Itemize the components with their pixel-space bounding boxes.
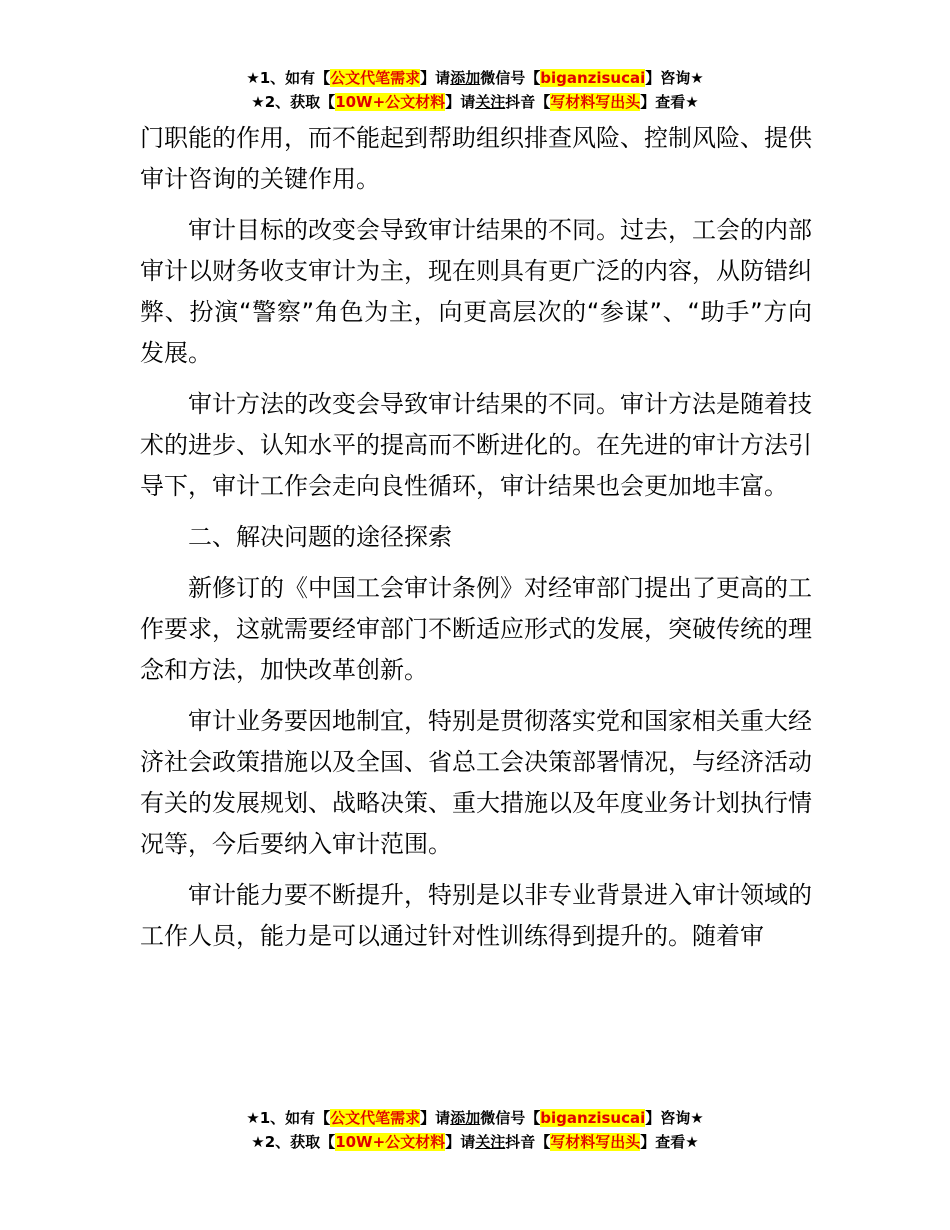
footer-highlight-wechat-id: biganzisucai <box>540 1109 646 1127</box>
header-highlight-wechat-id: biganzisucai <box>540 69 646 87</box>
header-line-2-text: 】请 <box>445 93 476 111</box>
footer-banner <box>0 1106 950 1154</box>
paragraph-continuation: 门职能的作用，而不能起到帮助组织排查风险、控制风险、提供审计咨询的关键作用。 <box>140 124 812 193</box>
header-line-1-text: 】请 <box>420 69 451 87</box>
section-heading: 二、解决问题的途径探索 <box>188 523 452 551</box>
header-line-1-text-2: 微信号【 <box>480 69 541 87</box>
header-line-1-prefix: ★1、如有【 <box>246 69 331 87</box>
header-highlight-douyin: 写材料写出头 <box>550 93 641 111</box>
footer-line-1-text-2: 微信号【 <box>480 1109 541 1127</box>
paragraph-audit-ability: 审计能力要不断提升，特别是以非专业背景进入审计领域的工作人员，能力是可以通过针对性训练得到提升的。随着审 <box>140 881 812 950</box>
paragraph-audit-business: 审计业务要因地制宜，特别是贯彻落实党和国家相关重大经济社会政策措施以及全国、省总工会决策部署情况，与经济活动有关的发展规划、战略决策、重大措施以及年度业务计划执行情况等，今后要纳入审计范围。 <box>140 707 812 858</box>
paragraph-new-regulation: 新修订的《中国工会审计条例》对经审部门提出了更高的工作要求，这就需要经审部门不断适应形式的发展，突破传统的理念和方法，加快改革创新。 <box>140 574 812 684</box>
footer-underline-follow: 关注 <box>475 1133 506 1151</box>
paragraph-audit-methods: 审计方法的改变会导致审计结果的不同。审计方法是随着技术的进步、认知水平的提高而不断进化的。在先进的审计方法引导下，审计工作会走向良性循环，审计结果也会更加地丰富。 <box>140 390 812 500</box>
header-underline-follow: 关注 <box>475 93 506 111</box>
footer-line-1 <box>0 1106 950 1130</box>
footer-line-1-text: 】请 <box>420 1109 451 1127</box>
header-line-2 <box>0 90 950 114</box>
header-line-1 <box>0 66 950 90</box>
header-line-2-text-2: 抖音【 <box>505 93 551 111</box>
footer-line-2-prefix: ★2、获取【 <box>251 1133 336 1151</box>
header-line-2-suffix: 】查看★ <box>640 93 699 111</box>
header-line-1-suffix: 】咨询★ <box>645 69 704 87</box>
footer-highlight-materials: 10W+公文材料 <box>335 1133 446 1151</box>
footer-line-2 <box>0 1130 950 1154</box>
footer-line-2-suffix: 】查看★ <box>640 1133 699 1151</box>
header-underline-add: 添加 <box>450 69 481 87</box>
footer-highlight-ghostwriting: 公文代笔需求 <box>330 1109 421 1127</box>
footer-underline-add: 添加 <box>450 1109 481 1127</box>
header-banner <box>0 66 950 114</box>
footer-line-2-text-2: 抖音【 <box>505 1133 551 1151</box>
footer-line-1-suffix: 】咨询★ <box>645 1109 704 1127</box>
document-body <box>140 118 812 967</box>
footer-line-1-prefix: ★1、如有【 <box>246 1109 331 1127</box>
header-highlight-ghostwriting: 公文代笔需求 <box>330 69 421 87</box>
header-highlight-materials: 10W+公文材料 <box>335 93 446 111</box>
footer-line-2-text: 】请 <box>445 1133 476 1151</box>
paragraph-audit-goals: 审计目标的改变会导致审计结果的不同。过去，工会的内部审计以财务收支审计为主，现在则具有更广泛的内容，从防错纠弊、扮演“警察”角色为主，向更高层次的“参谋”、“助手”方向发展。 <box>140 216 812 367</box>
header-line-2-prefix: ★2、获取【 <box>251 93 336 111</box>
footer-highlight-douyin: 写材料写出头 <box>550 1133 641 1151</box>
